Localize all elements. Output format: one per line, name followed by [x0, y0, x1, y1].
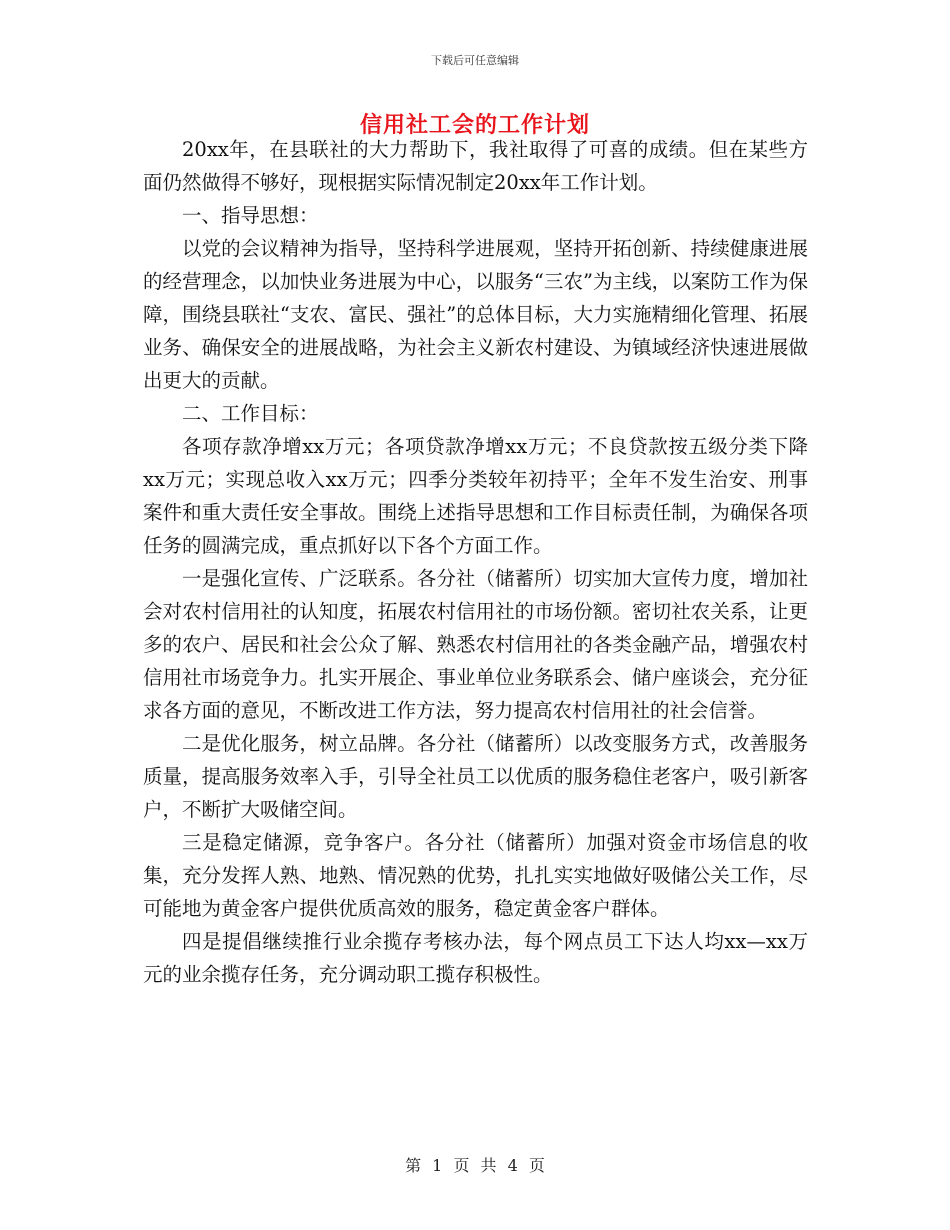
document-body — [143, 133, 808, 991]
paragraph-point-three: 三是稳定储源，竞争客户。各分社（储蓄所）加强对资金市场信息的收集，充分发挥人熟、地熟、情况熟的优势，扎扎实实地做好吸储公关工作，尽可能地为黄金客户提供优质高效的服务，稳定黄金客户群体。 — [143, 831, 808, 920]
paragraph-work-goals: 各项存款净增xx万元；各项贷款净增xx万元；不良贷款按五级分类下降xx万元；实现总收入xx万元；四季分类较年初持平；全年不发生治安、刑事案件和重大责任安全事故。围绕上述指导思想和工作目标责任制，为确保各项任务的圆满完成，重点抓好以下各个方面工作。 — [143, 435, 808, 557]
paragraph-guiding-thought: 以党的会议精神为指导，坚持科学进展观，坚持开拓创新、持续健康进展的经营理念，以加快业务进展为中心，以服务“三农”为主线，以案防工作为保障，围绕县联社“支农、富民、强社”的总体目标，大力实施精细化管理、拓展业务、确保安全的进展战略，为社会主义新农村建设、为镇域经济快速进展做出更大的贡献。 — [143, 237, 808, 392]
paragraph-point-two: 二是优化服务，树立品牌。各分社（储蓄所）以改变服务方式，改善服务质量，提高服务效率入手，引导全社员工以优质的服务稳住老客户，吸引新客户，不断扩大吸储空间。 — [143, 732, 808, 821]
section-heading-work-goals: 二、工作目标： — [182, 402, 319, 425]
page-number-footer: 第 1 页 共 4 页 — [405, 1156, 545, 1175]
paragraph-point-four: 四是提倡继续推行业余揽存考核办法，每个网点员工下达人均xx—xx万元的业余揽存任务，充分调动职工揽存积极性。 — [143, 930, 808, 986]
page-header-note: 下载后可任意编辑 — [431, 54, 519, 67]
section-heading-guiding-thought: 一、指导思想： — [182, 204, 319, 227]
paragraph-point-one: 一是强化宣传、广泛联系。各分社（储蓄所）切实加大宣传力度，增加社会对农村信用社的认知度，拓展农村信用社的市场份额。密切社农关系，让更多的农户、居民和社会公众了解、熟悉农村信用社的各类金融产品，增强农村信用社市场竞争力。扎实开展企、事业单位业务联系会、储户座谈会，充分征求各方面的意见，不断改进工作方法，努力提高农村信用社的社会信誉。 — [143, 567, 808, 722]
document-title: 信用社工会的工作计划 — [359, 112, 590, 138]
paragraph-intro: 20xx年，在县联社的大力帮助下，我社取得了可喜的成绩。但在某些方面仍然做得不够好，现根据实际情况制定20xx年工作计划。 — [143, 138, 808, 194]
